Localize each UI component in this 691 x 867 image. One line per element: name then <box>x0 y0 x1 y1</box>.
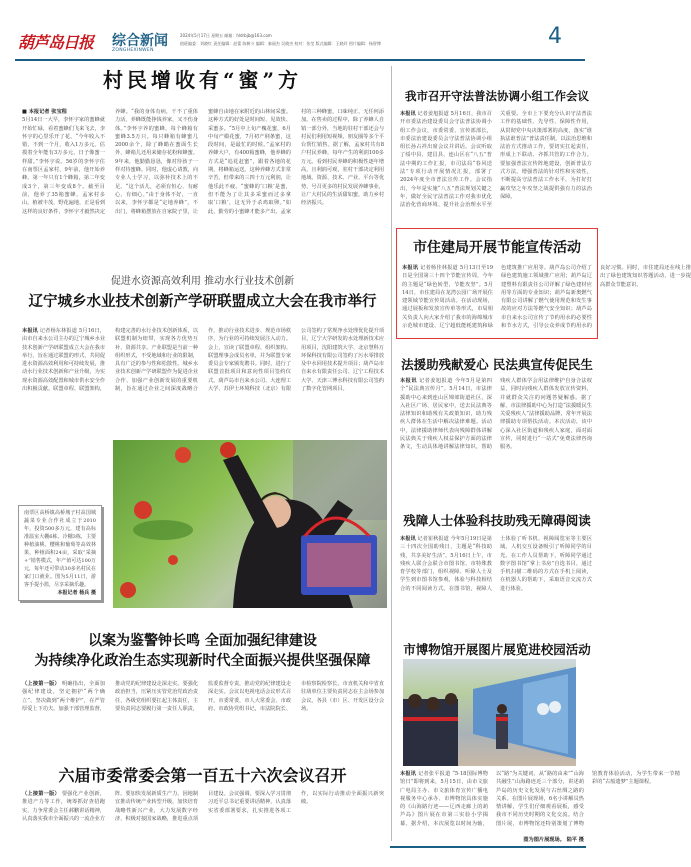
continued-note: （上接第一版） <box>22 791 60 797</box>
newspaper-logo: 葫芦岛日报 <box>18 33 94 52</box>
byline: 本报讯 <box>22 328 38 334</box>
article-text: 5月14日一大早，李怀宇家的蜜蜂就开始忙碌，看着蜜蜂们飞来飞去，李怀宇的心里乐开了花。“今年收入不错，不到一个月，收入1万多元。估摸着全年能有3万多元，日子像蜜一样甜。”李怀宇说。56岁的李怀宇住在南票区孟家村，9年前，他开始养蜂。第一年只有1个蜂箱，第二年变成3个，第三年变成8个。截至目前，他养了35箱蜜蜂。孟家村多山，植被丰茂，野花遍地，正是看到这样的良好条件，李怀宇才毅然决定养蜂。“我的身体有病，干不了重体力活，养蜂既能挣钱养家，又不伤身体。”李怀宇养的蜜蜂，每个蜂箱有蜜蜂3.5万只。每只蜂箱有蜂蜜几2000余个，除了蜂蜡在蜜面生长外，蜂箱儿还用来储存花粉和蜂蜜。9年来，他勤勤恳恳，像对待孩子一样对待蜜蜂。同时，他虚心请教，向专业人士学习，以弥补技术上的不足。“这个活儿，必须有恒心、有耐心、有细心。”由于身体不好，一直以来，李怀宇都是“定地养蜂”，不出门，将蜂箱摆放在自家院子里，让蜜蜂自由地在家附近的山林间采蜜。这种方式的好处是时间短、见效快、采蜜多。“5月中上旬产槐花蜜，6月中旬产椴花蜜，7月初产荆条蜜，这段时间，是最忙的时候。”孟家村的养蜂大户，有400箱蜜蜂，他养蜂的方式是“追花赶蜜”，跟着各地的花期，将蜂箱运送。这种养蜂方式非常辛苦，但带来的三四十万元利润，让他乐此不疲。“蜜蜂的‘口粮’是蜜，但不能为了让其多采蜜而过多拿取‘口粮’，这无异于杀鸡取卵。”如此，勤劳的小蜜蜂才能多产出。孟家村的三种蜂蜜，口味纯正、无任何添加。在售卖的过程中，除了养蜂人自销一部分外，当地的驻村干部还会与村民们利用短视频、朋友圈等多个平台帮忙销售。据了解，孟家村共有8户村民养蜂，每年产生的利润100多万元。看到村民养蜂的积极性逐年增高，且利润可观，驻村干部决定利用地域、资源、技术、产业、平台等优势，号召更多的村民发展养蜂事业，让广大村民的生活甜如蜜，助力乡村经济振兴。 <box>22 109 385 215</box>
issue-meta <box>180 32 381 48</box>
article-subheadline: 促进水资源高效利用 推动水行业技术创新 <box>110 276 295 287</box>
issue-date-email: 2024年5月17日 星期五 邮箱：hldrbjb@163.com <box>180 33 272 38</box>
byline: 本报讯 <box>400 378 417 384</box>
byline: ■ 本报记者 张宝程 <box>22 109 67 115</box>
photo-illustration <box>113 440 387 608</box>
article-headline: 村民增收有“蜜”方 <box>102 68 302 92</box>
article-body <box>400 377 592 507</box>
article-headline: 市博物馆开展图片展览进校园活动 <box>403 642 591 657</box>
article-text: 记者姜旭报道 5月16日，我市召开市委法治建设委员会守法普法协调小组工作会议，市委常委、宣传部部长，市委法治建设委员会守法普法协调小组组长孙占祥出席会议并讲话。会议听取了绥中县、建昌县、连山区在“八五”普法中期的工作汇报，市司法局“春风送法”专项行动开展情况汇报，部署了2024年度全市普法宣传工作。会议指出，今年是实施“八五”普法规划关键之年，做好全民守法普法工作对我市优化法治化营商环境、提升社会治理水平至关重要。全市上下要充分认识守法普法工作的基础性、先导性、保障性作用，从贯彻党中央决策部署的高度，落实“谁执法谁普法”普法责任制，以法治思维和法治方式推动工作，要切实扛起责任，形成上下联动、齐抓共管的工作合力。要加强普法宣传阵地建设，创新普法方式方法，增强普法的针对性和实效性，不断提高守法普法工作水平，为打好打赢攻坚之年攻坚之战提供强有力的法治保障。 <box>400 111 592 209</box>
article-headline: 辽宁城乡水业技术创新产学研联盟成立大会在我市举行 <box>28 293 377 310</box>
article-text: 记者姜旭报道 今年5月是第四个“民法典宣传月”。5月14日，市法律援助中心来到连山区锦郊街道社区，深入社区广场、居民家中，送去民法典等法律知识和助残有关政策知识，助力残疾人群体在生活中解决法律难题。活动中，法律援助律师代表向残障群体讲解民法典关于残疾人权益保护方面的法律条文，生动具体地讲解法律知识，帮助残疾人群体学会用法律维护自身合法权益，同时向残疾人群体发放宣传资料，并就群众关注的问题答疑解惑。据了解，市法律援助中心为打造“法援暖民生 关爱残疾人”法律援助品牌，常年开展法律援助专项帮扶活动。本次活动，该中心深入社区街道和残疾人家庭，面对面宣传，同时进行“一站式”免费法律咨询服务。 <box>400 378 592 451</box>
article-headline-line2: 为持续净化政治生态实现新时代全面振兴提供坚强保障 <box>34 653 371 669</box>
continued-note: （上接第一版） <box>22 681 60 687</box>
photo-credit: 本报记者 杨兵 摄 <box>57 590 96 596</box>
page-number: 4 <box>548 24 562 49</box>
article-text: 明确指出，全面加强纪律建设，坚定拥护“两个确立”、坚决做到“两个维护”，在严管厚爱上下功夫，加强干部管理监督，推动党的纪律建设走深走实。要强化政治担当，压紧压实管党治党政治责任，各级党组织要扛起主体责任，主要负责同志要履行第一责任人职责，监委监督专责，推动党的纪律建设走深走实。会议以电视电话会议形式召开。市委常委，市人大常委会、市政府、市政协党组书记，市法院院长、市检察院检察长，市直机关和中省直驻葫单位主要负责同志在主会场参加会议。各县（市）区、开发区设分会场。 <box>22 681 385 712</box>
article-text: 记者崔秋报道 今年5月19日是第三十四次全国助残日，主题是“科技助残，共享美好生活”。5月16日上午，市残疾人联合会联合市图书馆、市特殊教育学校等部门，组织视障、听障人士及学生到市图书馆参观，体验与科技相结合的不同阅读方式。在图书馆，视障人士体验了听书机、视障阅览室等主要区域。人机交互设备吸引了听障同学的目光。在工作人员帮助下，听障同学通过数字图书馆“掌上书房”自选书目，通过手机扫描二维码的方式在手机上阅读，在机器人的帮助下，采取语音交流方式进行体验。 <box>400 536 592 592</box>
photo-caption <box>18 505 102 601</box>
article-headline: 残障人士体验科技助残无障碍阅读 <box>403 513 591 528</box>
byline: 本报讯 <box>400 771 417 777</box>
article-body <box>402 264 691 336</box>
header-rule <box>15 59 585 61</box>
article-headline: 市住建局开展节能宣传活动 <box>413 240 581 256</box>
article-body <box>22 108 384 248</box>
photo-credit: 图为图片展现场。 陆平 摄 <box>523 837 584 843</box>
article-body <box>22 680 384 746</box>
article-body <box>22 790 384 858</box>
article-headline-line1: 以案为鉴警钟长鸣 全面加强纪律建设 <box>88 633 317 649</box>
article-body <box>400 110 592 223</box>
article-body <box>400 535 592 607</box>
byline: 本报讯 <box>400 536 416 542</box>
highlighted-article <box>396 228 691 339</box>
column-divider <box>391 66 392 841</box>
caption-text: 南票区高桥镇高桥城子村高国城蔬菜专业合作社成立于2010年，投资500多万元，建有高标准温室大棚6栋、冷棚3栋，主要种植油桃、樱桃和葡萄等高效林果，种植面积24亩，采取“采摘+”销售模式，年产值可达100万元，每年还可带动30多名村民在家门口就业。图为5月11日，游客手提小篮，尽享采摘乐趣。 <box>24 510 96 588</box>
byline: 本报讯 <box>400 111 416 117</box>
article-body <box>22 327 384 439</box>
section-pinyin: ZONGHEXINWEN <box>112 48 154 53</box>
article-headline: 六届市委常委会第一百五十六次会议召开 <box>58 766 347 785</box>
article-headline: 法援助残献爱心 民法典宣传促民生 <box>401 357 593 372</box>
footer-rule <box>390 846 586 848</box>
article-text: 记者杨东林报道 5月16日，由市自来水公司主办的辽宁城乡水业技术创新产学研联盟成立大会在我市举行，旨在通过联盟的形式，共同促进水资源高效利用和可持续发展，推动水行业技术创新和产业升级，为实现水资源高效配置和城市供水安全作出积极贡献。联盟章程、联盟架构，构建完善的水行业技术创新体系，以联盟机制为纽带，实现各方优势互补、资源共享。产业联盟是当前一种组织形式，不受地域和行业的限制，具有广泛的参与性和松散性。城乡水业技术创新产学研联盟作为促进企业合作、加强产业创新发展的重要机制，旨在通过企业之间深度战略合作，推动行业技术进步、规范市场秩序，为行业的可持续发展注入动力。会上，宣读了联盟章程、组织架构、联盟理事会成员名单，并为联盟专家委员会专家颁发聘书。同时，进行了联盟首批项目和意向性项目签约仪式。葫芦岛市自来水公司、大连理工大学、苏伊士环境科技（北京）有限公司签约了常规净水处理优化提升项目，辽宁大学研发的水处理新技术应用项目，沈阳建筑大学、北京慧科万环保科技有限公司签约了污水零排放及中水回用技术提升项目；葫芦岛市自来水有限责任公司、辽宁工程技术大学、天津三博水科技有限公司签约了数字化管网项目。 <box>22 328 385 393</box>
article-text: 记者张平报道 “5·18国际博物馆日”即将到来，5月15日，由市文旅广电局主办、市文旅体育宣传广播电视服务中心承办、市博物馆具体实施的《山海路行迹——辽西走廊上的葫芦岛》图片展在市第三实验小学揭幕。据介绍，本次展览以时间为轴，以“路”为关键词，从“路的由来”“山海共融生”山海路迹近三个部分，讲述葫芦岛的历史文化发展与古丝绸之路的关系。在图片展现场，6名小讲解员热情讲解，学生们仔细观看展板，感受我市不同历史时期的文化交流。结合图片展，市博物馆还特别策划了博物馆教育体验活动，为学生带来一节精彩的“古船遗梦”主题课程。 <box>400 771 680 827</box>
photo-illustration <box>403 659 576 766</box>
article-body <box>400 770 680 836</box>
section-title: 综合新闻 <box>112 33 168 49</box>
article-text: 记者杨佳林报道 5月13日至19日是全国第三十四个节能宣传周，今年的主题是“绿色转型，节能攻坚”。5月14日，市住建局在龙湾公园广场开展住建领域节能宣传周活动。在活动现场，通过展板和发放宣传单等形式，市局相关负责人向大家介绍了我市的海绵城市示范城市建设、辽宁超低能耗建筑和绿色建筑推广应用等。葫芦岛公司介绍了绿色建筑施工领域推广应用；葫芦岛辽建塑料有限责任公司详解了绿色建材应用等方面的专业知识；葫芦岛新奥燃气有限公司讲解了燃气使用规范和发生事故的应对方法等燃气安全知识；葫芦岛市自来水公司宣传了节约用水的必要性和节水方式，引导公众养成节约用水的良好习惯。同时，市住建局还在线上推出了绿色建筑知识答题活动，进一步提高群众节能意识。 <box>402 265 691 330</box>
byline: 本报讯 <box>402 265 419 271</box>
editor-credits: 值班编委：刘晓红 责任编辑：赵蕾 陈树斗 编辑：秦丽杰 吴晓杰 校对：张莹 版式编辑：王晓玲 图片编辑：杨智博 <box>180 41 381 46</box>
exhibition-photo <box>403 659 576 766</box>
peach-picking-photo <box>113 440 387 608</box>
article-text: 要强化产业创新，推进产力等工作，统筹抓好查招跑实，力争常委会主任郝鹏讲话精神，认真落实我市全面振兴的一流企业方阵。要加快发展新质生产力，因地制宜推动传统产业转型升级，加快培育战略性新兴产业，大力发展数字经济，积极对接国家战略，推进重点项目建设。会议强调，要深入学习贯彻习近平总书记重要讲话精神，认真落实省委部署要求，扎实推进各项工作，以实际行动推动全面振兴新突破。 <box>22 791 384 822</box>
article-headline: 我市召开守法普法协调小组工作会议 <box>405 89 589 103</box>
